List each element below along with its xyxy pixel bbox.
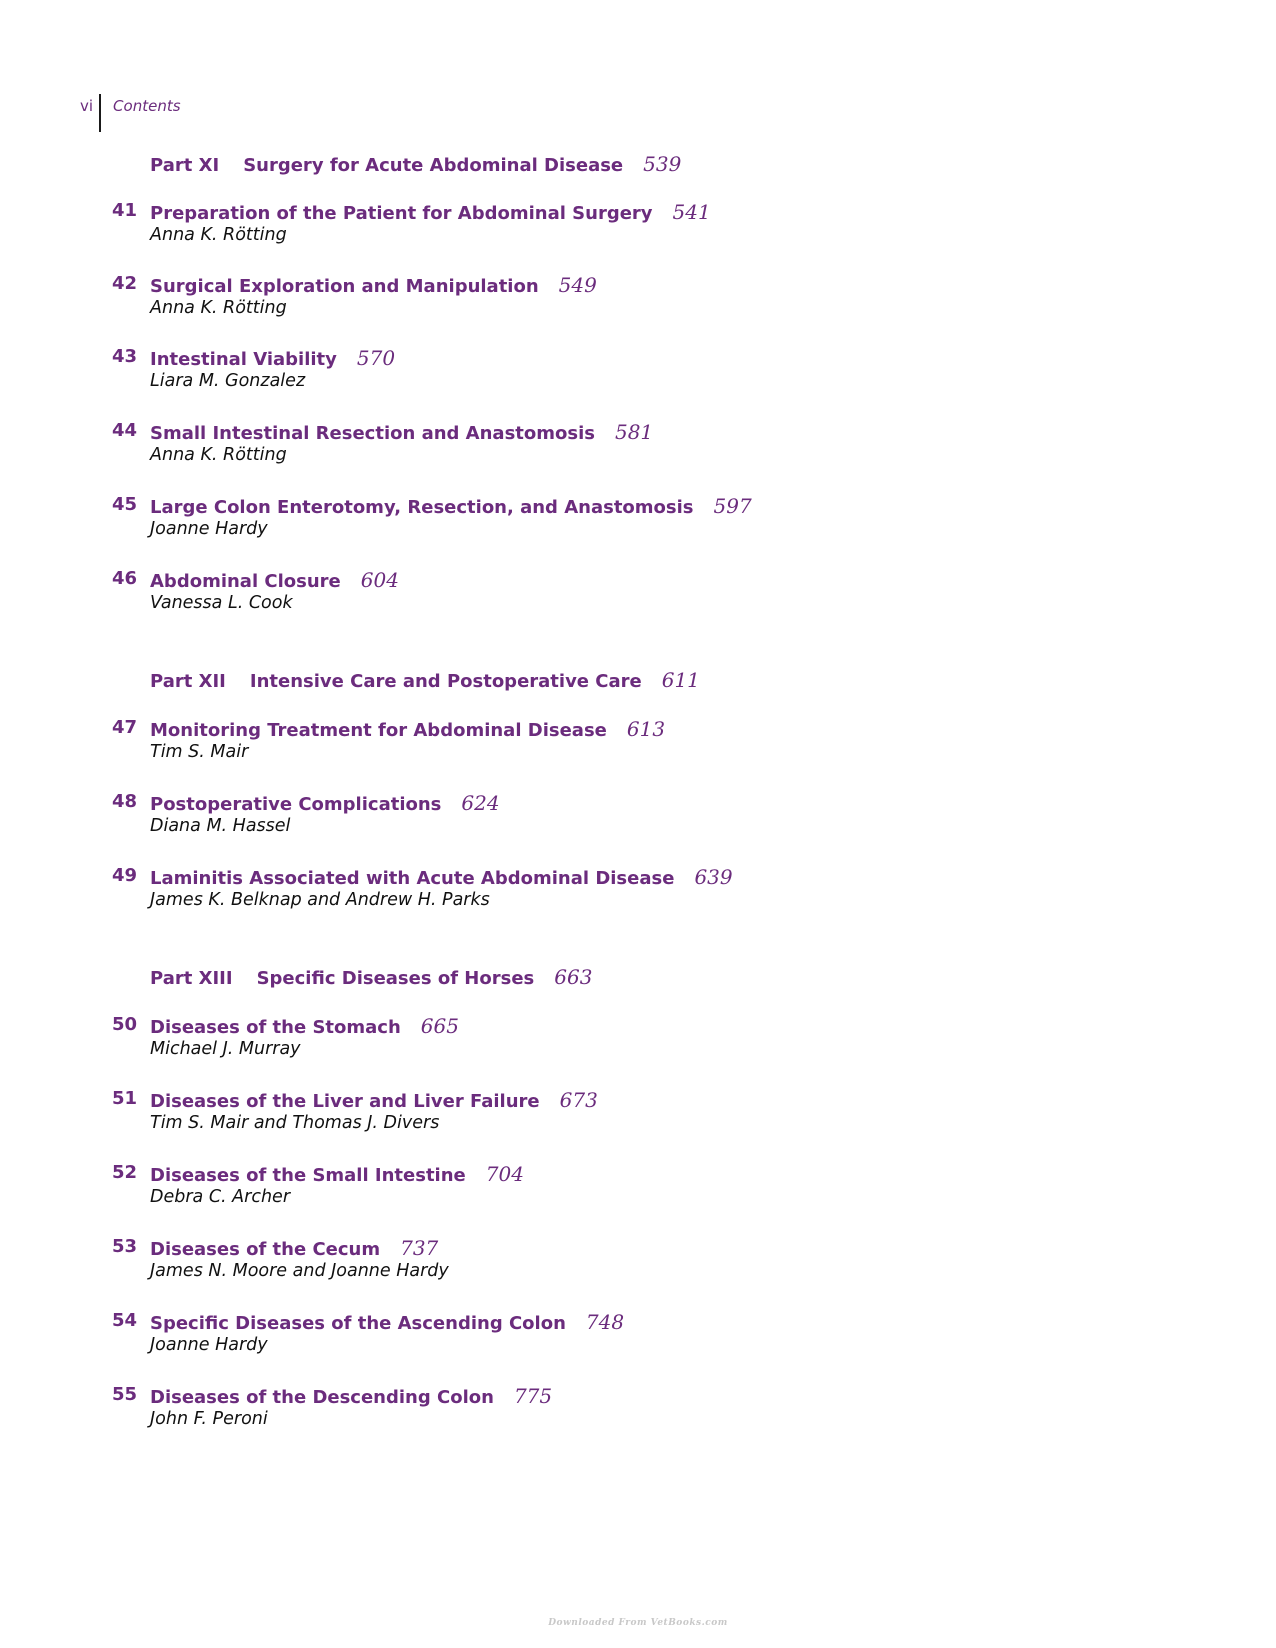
chapter-page: 549 [558, 273, 597, 297]
chapter-page: 581 [614, 420, 654, 444]
chapter-page: 704 [485, 1162, 524, 1186]
chapter-page: 665 [420, 1014, 459, 1038]
chapter-title: Diseases of the Small Intestine [150, 1165, 466, 1186]
chapter-author: Liara M. Gonzalez [150, 371, 306, 391]
chapter-number: 53 [112, 1236, 138, 1257]
header-divider [99, 94, 101, 132]
part-heading [150, 965, 592, 989]
chapter-number: 43 [112, 346, 138, 367]
chapter-title: Diseases of the Liver and Liver Failure [150, 1091, 540, 1112]
chapter-page: 613 [626, 717, 666, 741]
chapter-page: 570 [356, 346, 396, 370]
chapter-page: 673 [559, 1088, 598, 1112]
chapter-number: 49 [112, 865, 138, 886]
chapter-title: Laminitis Associated with Acute Abdominal Disease [150, 868, 675, 889]
chapter-author: John F. Peroni [150, 1409, 268, 1429]
chapter-title: Surgical Exploration and Manipulation [150, 276, 539, 297]
chapter-title: Postoperative Complications [150, 794, 442, 815]
chapter-number: 48 [112, 791, 138, 812]
chapter-author: Debra C. Archer [150, 1187, 291, 1207]
chapter-entry [0, 200, 1276, 245]
chapter-page: 737 [400, 1236, 439, 1260]
chapter-title: Abdominal Closure [150, 571, 341, 592]
chapter-entry [0, 1384, 1276, 1429]
page-number: vi [80, 97, 94, 115]
chapter-author: Joanne Hardy [150, 519, 268, 539]
chapter-title: Diseases of the Stomach [150, 1017, 401, 1038]
chapter-page: 775 [513, 1384, 553, 1408]
chapter-entry [0, 1162, 1276, 1207]
part-heading [150, 152, 681, 176]
chapter-title: Large Colon Enterotomy, Resection, and Anastomosis [150, 497, 694, 518]
running-header [80, 96, 181, 134]
chapter-title: Diseases of the Descending Colon [150, 1387, 494, 1408]
chapter-entry [0, 1236, 1276, 1281]
part-page: 663 [554, 965, 593, 989]
chapter-title: Small Intestinal Resection and Anastomosis [150, 423, 595, 444]
part-page: 611 [661, 668, 700, 692]
chapter-author: Michael J. Murray [150, 1039, 301, 1059]
chapter-author: James N. Moore and Joanne Hardy [150, 1261, 449, 1281]
chapter-number: 44 [112, 420, 138, 441]
download-watermark: Downloaded From VetBooks.com [548, 1618, 728, 1628]
chapter-entry [0, 1310, 1276, 1355]
chapter-entry [0, 420, 1276, 465]
chapter-number: 41 [112, 200, 138, 221]
chapter-number: 51 [112, 1088, 138, 1109]
part-label: Part XIII [150, 968, 233, 989]
chapter-title: Specific Diseases of the Ascending Colon [150, 1313, 566, 1334]
chapter-number: 46 [112, 568, 138, 589]
chapter-number: 54 [112, 1310, 138, 1331]
chapter-title: Preparation of the Patient for Abdominal Surgery [150, 203, 653, 224]
chapter-entry [0, 273, 1276, 318]
chapter-page: 748 [585, 1310, 625, 1334]
chapter-entry [0, 865, 1276, 910]
chapter-author: Anna K. Rötting [150, 445, 287, 465]
chapter-entry [0, 346, 1276, 391]
chapter-entry [0, 1014, 1276, 1059]
chapter-author: Anna K. Rötting [150, 225, 287, 245]
chapter-number: 45 [112, 494, 138, 515]
chapter-author: Joanne Hardy [150, 1335, 268, 1355]
chapter-number: 47 [112, 717, 138, 738]
part-title: Surgery for Acute Abdominal Disease [243, 155, 624, 176]
chapter-page: 604 [360, 568, 399, 592]
chapter-entry [0, 1088, 1276, 1133]
chapter-page: 541 [672, 200, 711, 224]
chapter-number: 42 [112, 273, 138, 294]
chapter-author: Diana M. Hassel [150, 816, 291, 836]
part-label: Part XI [150, 155, 220, 176]
chapter-author: Tim S. Mair and Thomas J. Divers [150, 1113, 440, 1133]
chapter-entry [0, 791, 1276, 836]
chapter-page: 597 [713, 494, 752, 518]
chapter-author: Vanessa L. Cook [150, 593, 293, 613]
part-title: Intensive Care and Postoperative Care [249, 671, 642, 692]
chapter-page: 624 [461, 791, 500, 815]
part-page: 539 [643, 152, 682, 176]
chapter-author: Anna K. Rötting [150, 298, 287, 318]
chapter-entry [0, 494, 1276, 539]
chapter-author: Tim S. Mair [150, 742, 249, 762]
chapter-title: Monitoring Treatment for Abdominal Disease [150, 720, 607, 741]
part-label: Part XII [150, 671, 226, 692]
part-heading [150, 668, 700, 692]
chapter-author: James K. Belknap and Andrew H. Parks [150, 890, 490, 910]
chapter-page: 639 [694, 865, 733, 889]
chapter-entry [0, 717, 1276, 762]
chapter-title: Diseases of the Cecum [150, 1239, 381, 1260]
chapter-number: 52 [112, 1162, 138, 1183]
chapter-number: 55 [112, 1384, 138, 1405]
running-title: Contents [113, 97, 181, 115]
chapter-title: Intestinal Viability [150, 349, 337, 370]
chapter-entry [0, 568, 1276, 613]
part-title: Specific Diseases of Horses [256, 968, 535, 989]
chapter-number: 50 [112, 1014, 138, 1035]
